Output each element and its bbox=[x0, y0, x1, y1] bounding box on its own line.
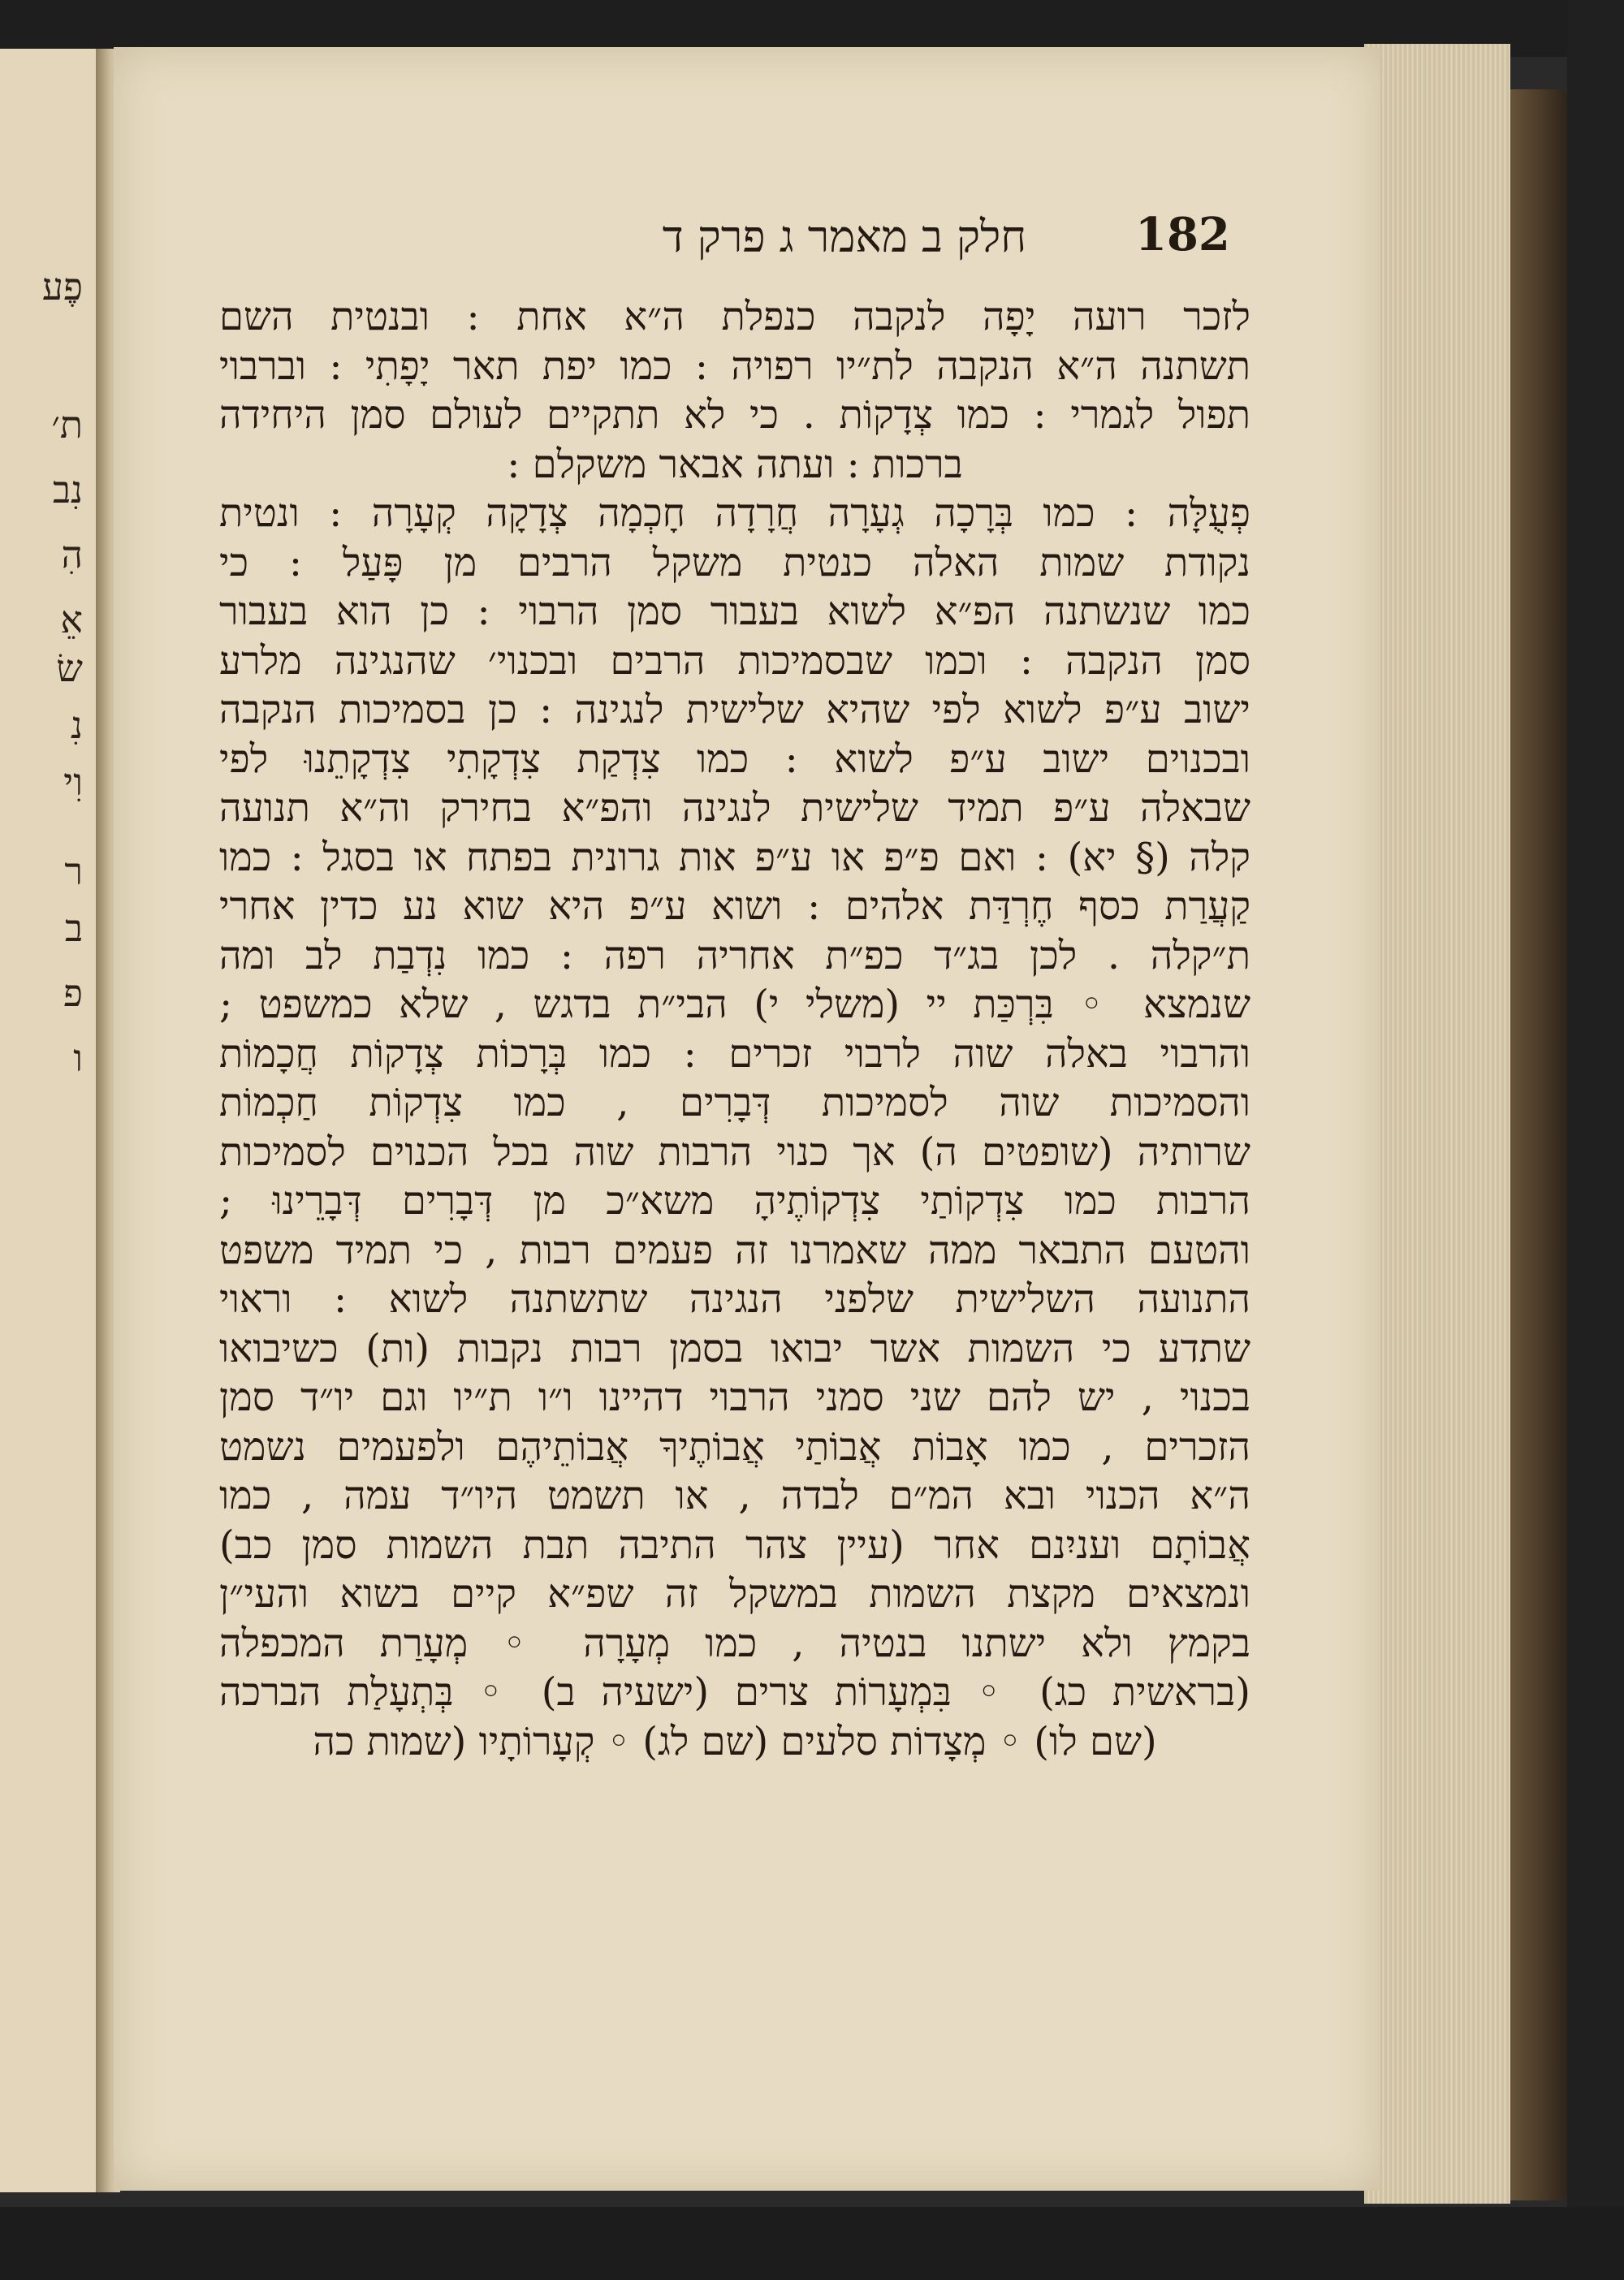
body-text bbox=[219, 292, 1250, 1766]
text-line: ונמצאים מקצת השמות במשקל זה שפ״א קיים בשוא והעי״ן bbox=[219, 1571, 1250, 1617]
text-line: שרותיה (שופטים ה) אך כנוי הרבות שוה בכל הכנוים לסמיכות bbox=[219, 1129, 1250, 1175]
text-line: קלה (§ יא) : ואם פ״פ או ע״פ אות גרונית בפתח או בסגל : כמו bbox=[219, 834, 1250, 880]
text-line: (בראשית כג) ◦ בִּמְעָרוֹת צרים (ישעיה ב) ◦ בְּתְעָלַת הברכה bbox=[219, 1669, 1250, 1715]
text-line: שנמצא ◦ בִּרְכַּת יי (משלי י) הבי״ת בדגש , שלא כמשפט ; bbox=[219, 982, 1250, 1027]
right-page bbox=[114, 47, 1380, 2191]
text-line: ובכנוים ישוב ע״פ לשוא : כמו צִדְקַת צִדְקָתִי צִדְקָתֵנוּ לפי bbox=[219, 736, 1250, 782]
text-line: בקמץ ולא ישתנו בנטיה , כמו מְעָרָה ◦ מְעָרַת המכפלה bbox=[219, 1620, 1250, 1666]
left-page-fragment: שׂ bbox=[56, 646, 83, 690]
text-line: ה״א הכנוי ובא המ״ם לבדה , או תשמט היו״ד עמה , כמו bbox=[219, 1473, 1250, 1518]
section-heading-line: ברכות : ועתה אבאר משקלם : bbox=[507, 441, 963, 487]
left-page-fragment: ב bbox=[64, 906, 83, 950]
left-page-fragment: ת׳ bbox=[51, 403, 83, 447]
text-line: שתדע כי השמות אשר יבואו בסמן רבות נקבות (ות) כשיבואו bbox=[219, 1325, 1250, 1371]
text-line: בכנוי , יש להם שני סמני הרבוי דהיינו ו״ו ת״יו וגם יו״ד סמן bbox=[219, 1375, 1250, 1420]
background-bottom bbox=[0, 2207, 1624, 2280]
text-line: התנועה השלישית שלפני הנגינה שתשתנה לשוא : וראוי bbox=[219, 1276, 1250, 1322]
left-page-fragment: נִ bbox=[71, 703, 83, 747]
left-page-fragment: פֶע bbox=[41, 265, 83, 309]
text-line: פְעֻלָּה : כמו בְּרָכָה גְעָרָה חֲרָדָה חָכְמָה צְדָקָה קְעָרָה : ונטית bbox=[219, 490, 1250, 536]
page-number: 182 bbox=[1135, 208, 1230, 261]
left-page-fragment: פ bbox=[63, 971, 83, 1015]
text-line: סמן הנקבה : וכמו שבסמיכות הרבים ובכנוי׳ שהנגינה מלרע bbox=[219, 637, 1250, 684]
page-block-edges bbox=[1364, 44, 1510, 2204]
left-page-fragment: ו bbox=[73, 1036, 83, 1080]
left-page-fragment: אֵ bbox=[60, 598, 83, 641]
text-line: תפול לגמרי : כמו צְדָקוֹת . כי לא תתקיים לעולם סמן היחידה bbox=[219, 392, 1250, 438]
left-page-fragment: הִ bbox=[61, 533, 83, 576]
running-header: חלק ב מאמר ג פרק ד bbox=[662, 211, 1027, 262]
text-line: תשתנה ה״א הנקבה לת״יו רפויה : כמו יפת תאר יָפָתִי : וברבוי bbox=[219, 343, 1250, 389]
left-page-fragment: נִב bbox=[52, 468, 83, 512]
text-line: לזכר רועה יָפָה לנקבה כנפלת ה״א אחת : ובנטית השם bbox=[219, 294, 1250, 339]
text-line: אֲבוֹתָם ועניִנם אחר (עיין צהר התיבה תבת השמות סמן כב) bbox=[219, 1522, 1250, 1568]
text-line: נקודת שמות האלה כנטית משקל הרבים מן פָּעַל : כי bbox=[219, 539, 1250, 585]
text-line: והטעם התבאר ממה שאמרנו זה פעמים רבות , כי תמיד משפט bbox=[219, 1227, 1250, 1273]
text-line: והסמיכות שוה לסמיכות דְּבָרִים , כמו צִדְקוֹת חַכְמוֹת bbox=[219, 1080, 1250, 1125]
text-line-last: (שם לו) ◦ מְצָדוֹת סלעים (שם לג) ◦ קְעָרוֹתָיו (שמות כה bbox=[313, 1718, 1157, 1764]
book-cover-edge bbox=[1502, 89, 1567, 2200]
text-line: קַעֲרַת כסף חֶרְדַּת אלהים : ושוא ע״פ היא שוא נע כדין אחרי bbox=[219, 883, 1250, 929]
left-facing-page bbox=[0, 49, 101, 2192]
text-line: שבאלה ע״פ תמיד שלישית לנגינה והפ״א בחירק וה״א תנועה bbox=[219, 785, 1250, 831]
text-line: ישוב ע״פ לשוא לפי שהיא שלישית לנגינה : כן בסמיכות הנקבה bbox=[219, 687, 1250, 732]
left-page-fragment: וִי bbox=[63, 760, 83, 804]
text-line: כמו שנשתנה הפ״א לשוא בעבור סמן הרבוי : כן הוא בעבור bbox=[219, 589, 1250, 634]
text-line: ת״קלה . לכן בג״ד כפ״ת אחריה רפה : כמו נִדְבַת לב ומה bbox=[219, 932, 1250, 978]
background-right bbox=[1567, 0, 1624, 2280]
text-line: הזכרים , כמו אָבוֹת אֲבוֹתַי אֲבוֹתֶיךָ אֲבוֹתֵיהֶם ולפעמים נשמט bbox=[219, 1423, 1250, 1470]
text-line: הרבות כמו צִדְקוֹתַי צִדְקוֹתֶיהָ משא״כ מן דְּבָרִים דְּבָרֵינוּ ; bbox=[219, 1178, 1250, 1224]
text-line: והרבוי באלה שוה לרבוי זכרים : כמו בְּרָכוֹת צְדָקוֹת חֲכָמוֹת bbox=[219, 1030, 1250, 1077]
left-page-fragment: ר bbox=[64, 849, 83, 893]
